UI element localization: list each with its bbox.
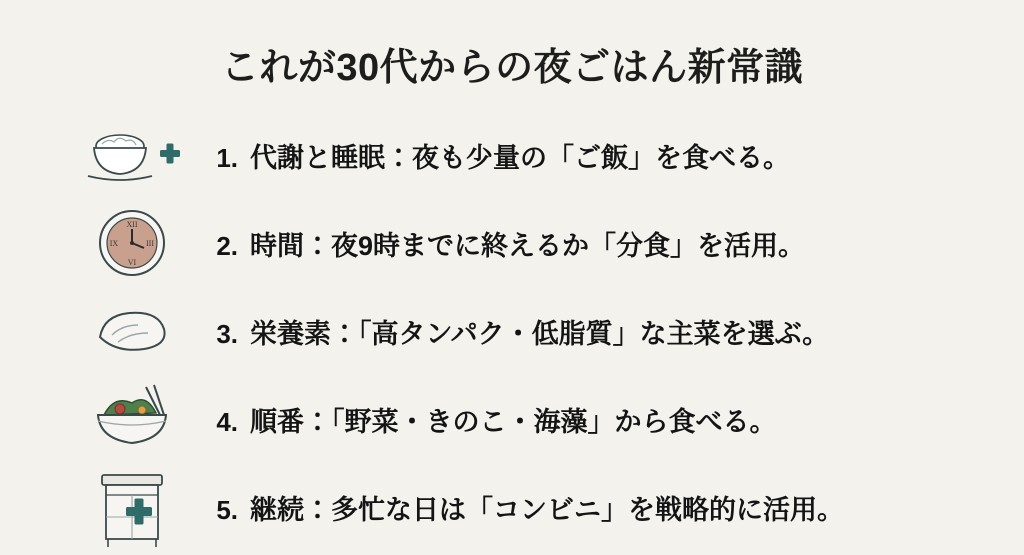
list-item (72, 376, 972, 462)
list-item-text-5 (192, 488, 844, 527)
list-item-number: 4. (216, 406, 238, 437)
page-title: これが30代からの夜ごはん新常識 (220, 47, 804, 89)
list-item-label: 時間：夜9時までに終えるか「分食」を活用。 (250, 230, 806, 261)
chicken-breast-icon (72, 288, 192, 374)
convenience-store-icon (72, 464, 192, 550)
list-item-number: 2. (216, 230, 238, 261)
svg-text:III: III (146, 239, 154, 248)
list-item-number: 5. (216, 494, 238, 525)
list-item-number: 3. (216, 318, 238, 349)
list-item-text-4 (192, 400, 777, 439)
svg-text:VI: VI (127, 258, 137, 267)
list-item-text-1 (192, 136, 790, 175)
rice-bowl-plus-icon (72, 112, 192, 198)
list-item-label: 継続：多忙な日は「コンビニ」を戦略的に活用。 (250, 494, 844, 525)
list-item-label: 代謝と睡眠：夜も少量の「ご飯」を食べる。 (250, 142, 790, 173)
list-item-label: 栄養素：「高タンパク・低脂質」な主菜を選ぶ。 (250, 318, 830, 349)
list-item (72, 112, 972, 198)
svg-text:XII: XII (126, 220, 138, 229)
list-item (72, 288, 972, 374)
clock-icon (72, 200, 192, 286)
list-item-text-3 (192, 312, 829, 351)
tips-list (72, 112, 972, 552)
list-item-label: 順番：「野菜・きのこ・海藻」から食べる。 (250, 406, 777, 437)
list-item (72, 464, 972, 550)
salad-bowl-icon (72, 376, 192, 462)
list-item (72, 200, 972, 286)
list-item-text-2 (192, 224, 805, 263)
svg-text:IX: IX (109, 239, 119, 248)
list-item-number: 1. (216, 142, 238, 173)
